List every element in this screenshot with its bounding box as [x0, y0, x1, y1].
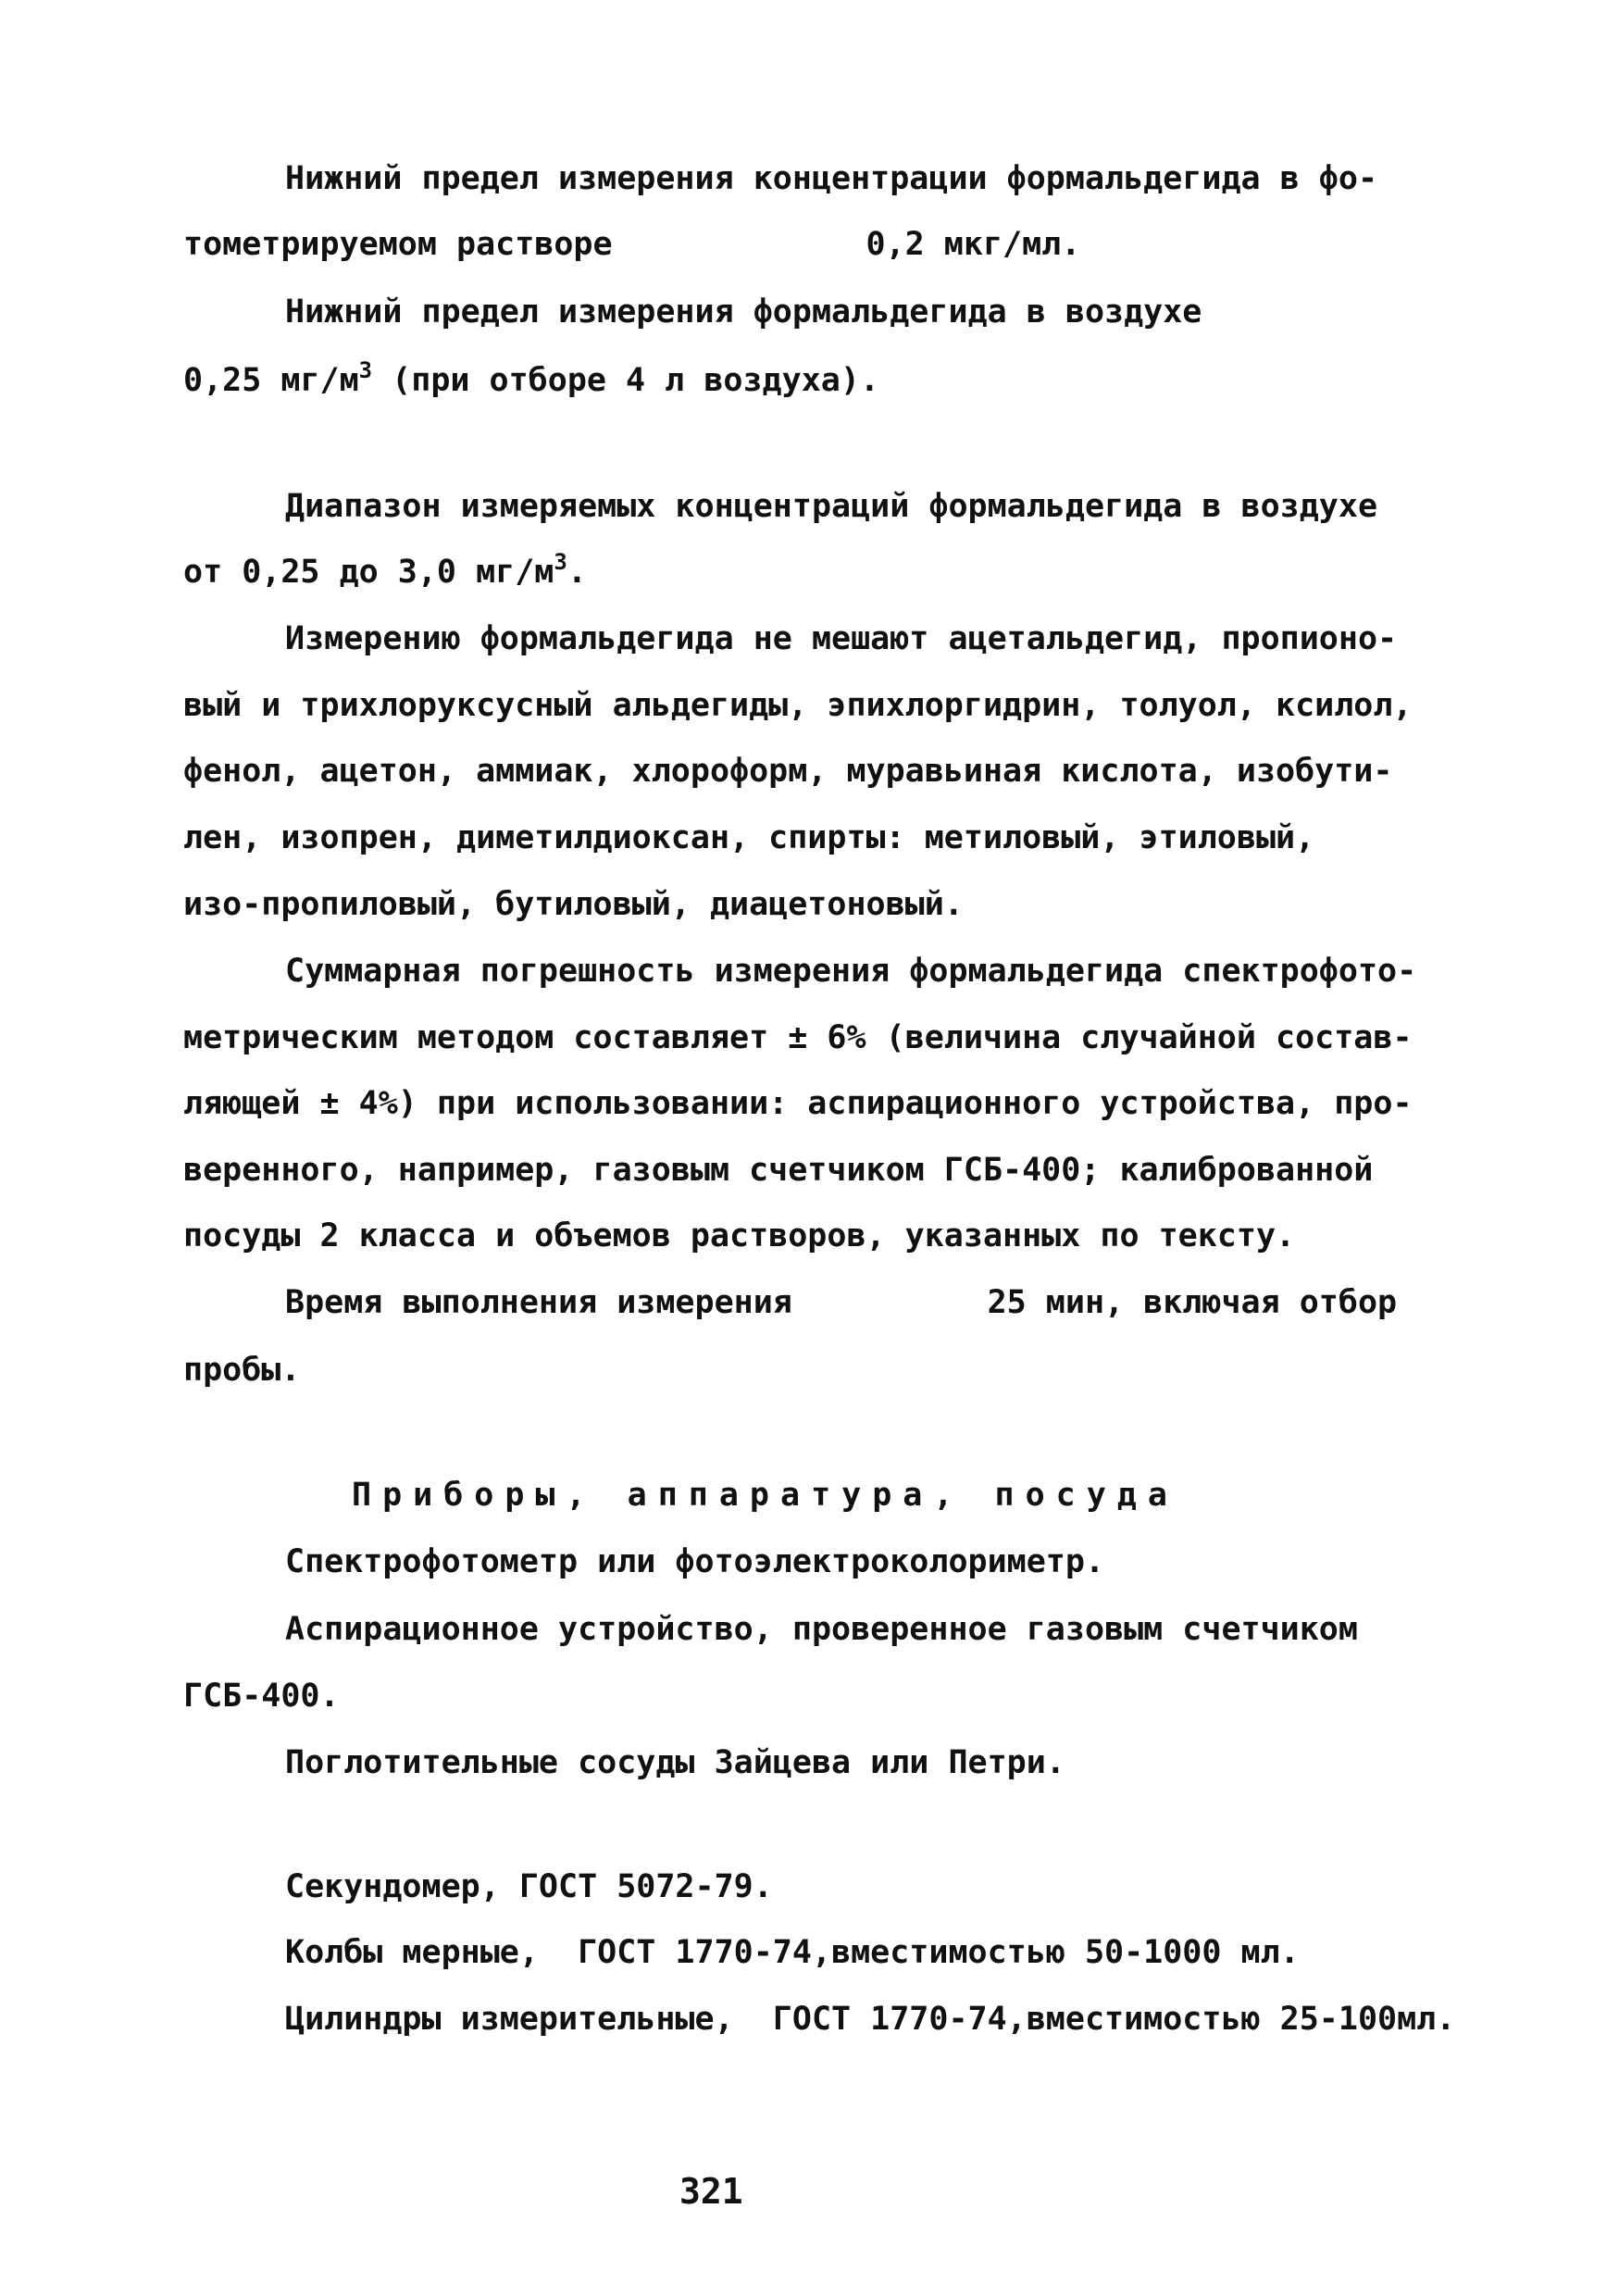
text-line-1: Нижний предел измерения концентрации формальдегида в фо- [285, 160, 1378, 197]
text-line-16: посуды 2 класса и объемов растворов, указанных по тексту. [183, 1217, 1296, 1254]
text-line-4-value: 0,25 мг/м [183, 362, 359, 399]
section-heading: Приборы, аппаратура, посуда [352, 1477, 1178, 1514]
text-line-4 [183, 357, 879, 399]
text-line-11: изо-пропиловый, бутиловый, диацетоновый. [183, 886, 964, 923]
text-line-12: Суммарная погрешность измерения формальдегида спектрофото- [285, 953, 1417, 990]
text-line-3: Нижний предел измерения формальдегида в воздухе [285, 293, 1202, 331]
text-line-5: Диапазон измеряемых концентраций формальдегида в воздухе [285, 488, 1378, 525]
text-line-25: Цилиндры измерительные, ГОСТ 1770-74,вместимостью 25-100мл. [285, 2001, 1456, 2038]
text-line-8: вый и трихлоруксусный альдегиды, эпихлоргидрин, толуол, ксилол, [183, 687, 1413, 724]
text-line-17: Время выполнения измерения 25 мин, включая отбор [285, 1284, 1398, 1321]
superscript-exponent: 3 [554, 549, 567, 575]
text-line-19: Спектрофотометр или фотоэлектроколориметр. [285, 1543, 1105, 1580]
text-line-14: ляющей ± 4%) при использовании: аспирационного устройства, про- [183, 1085, 1413, 1122]
text-line-20: Аспирационное устройство, проверенное газовым счетчиком [285, 1611, 1358, 1648]
text-line-18: пробы. [183, 1352, 301, 1389]
text-line-9: фенол, ацетон, аммиак, хлороформ, муравьиная кислота, изобути- [183, 753, 1393, 790]
superscript-exponent: 3 [358, 357, 373, 383]
text-line-23: Секундомер, ГОСТ 5072-79. [285, 1868, 773, 1905]
text-line-7: Измерению формальдегида не мешают ацетальдегид, пропионо- [285, 620, 1398, 657]
text-line-22: Поглотительные сосуды Зайцева или Петри. [285, 1744, 1065, 1781]
text-line-6-tail: . [567, 554, 587, 591]
text-line-6 [183, 549, 587, 591]
text-line-4-tail: (при отборе 4 л воздуха). [372, 362, 879, 399]
text-line-10: лен, изопрен, диметилдиоксан, спирты: метиловый, этиловый, [183, 819, 1315, 856]
page-number: 321 [679, 2171, 743, 2212]
text-line-2: тометрируемом растворе 0,2 мкг/мл. [183, 226, 1081, 263]
text-line-24: Колбы мерные, ГОСТ 1770-74,вместимостью 50-1000 мл. [285, 1934, 1300, 1971]
text-line-6-value: от 0,25 до 3,0 мг/м [183, 554, 554, 591]
text-line-21: ГСБ-400. [183, 1678, 340, 1715]
text-line-15: веренного, например, газовым счетчиком ГСБ-400; калиброванной [183, 1152, 1374, 1189]
text-line-13: метрическим методом составляет ± 6% (величина случайной состав- [183, 1019, 1413, 1056]
